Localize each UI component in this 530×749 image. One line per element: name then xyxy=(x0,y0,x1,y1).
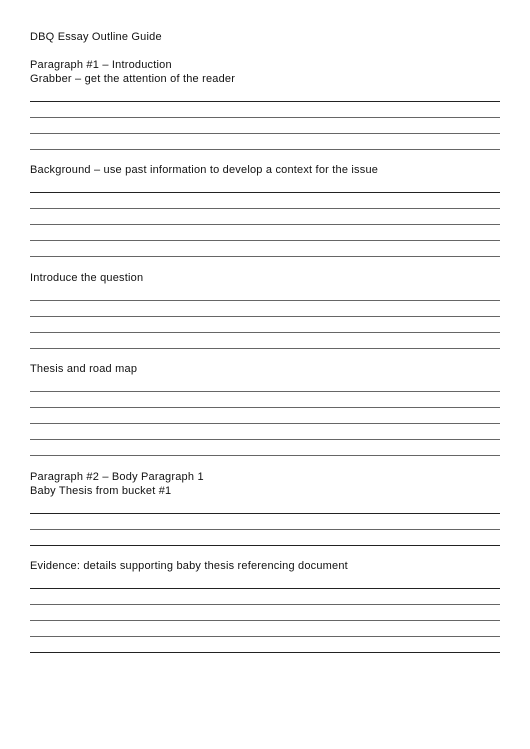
writing-line[interactable] xyxy=(30,256,500,257)
writing-line[interactable] xyxy=(30,149,500,150)
writing-line[interactable] xyxy=(30,620,500,621)
writing-line[interactable] xyxy=(30,117,500,118)
writing-line[interactable] xyxy=(30,208,500,209)
writing-line[interactable] xyxy=(30,588,500,589)
writing-line[interactable] xyxy=(30,240,500,241)
section-heading-paragraph-2: Paragraph #2 – Body Paragraph 1 xyxy=(30,471,204,483)
writing-line[interactable] xyxy=(30,423,500,424)
writing-line[interactable] xyxy=(30,636,500,637)
writing-line[interactable] xyxy=(30,439,500,440)
writing-line[interactable] xyxy=(30,332,500,333)
writing-line[interactable] xyxy=(30,529,500,530)
writing-line[interactable] xyxy=(30,652,500,653)
writing-line[interactable] xyxy=(30,604,500,605)
writing-line[interactable] xyxy=(30,391,500,392)
writing-line[interactable] xyxy=(30,316,500,317)
writing-line[interactable] xyxy=(30,300,500,301)
writing-line[interactable] xyxy=(30,192,500,193)
writing-line[interactable] xyxy=(30,545,500,546)
prompt-thesis-road-map: Thesis and road map xyxy=(30,363,138,375)
writing-line[interactable] xyxy=(30,348,500,349)
writing-line[interactable] xyxy=(30,513,500,514)
prompt-evidence: Evidence: details supporting baby thesis referencing document xyxy=(30,560,348,572)
prompt-baby-thesis: Baby Thesis from bucket #1 xyxy=(30,485,172,497)
prompt-introduce-question: Introduce the question xyxy=(30,272,144,284)
section-heading-paragraph-1: Paragraph #1 – Introduction xyxy=(30,59,172,71)
writing-line[interactable] xyxy=(30,224,500,225)
writing-line[interactable] xyxy=(30,407,500,408)
writing-line[interactable] xyxy=(30,133,500,134)
writing-line[interactable] xyxy=(30,455,500,456)
prompt-background: Background – use past information to develop a context for the issue xyxy=(30,164,379,176)
prompt-grabber: Grabber – get the attention of the reader xyxy=(30,73,236,85)
page-title: DBQ Essay Outline Guide xyxy=(30,31,162,43)
writing-line[interactable] xyxy=(30,101,500,102)
